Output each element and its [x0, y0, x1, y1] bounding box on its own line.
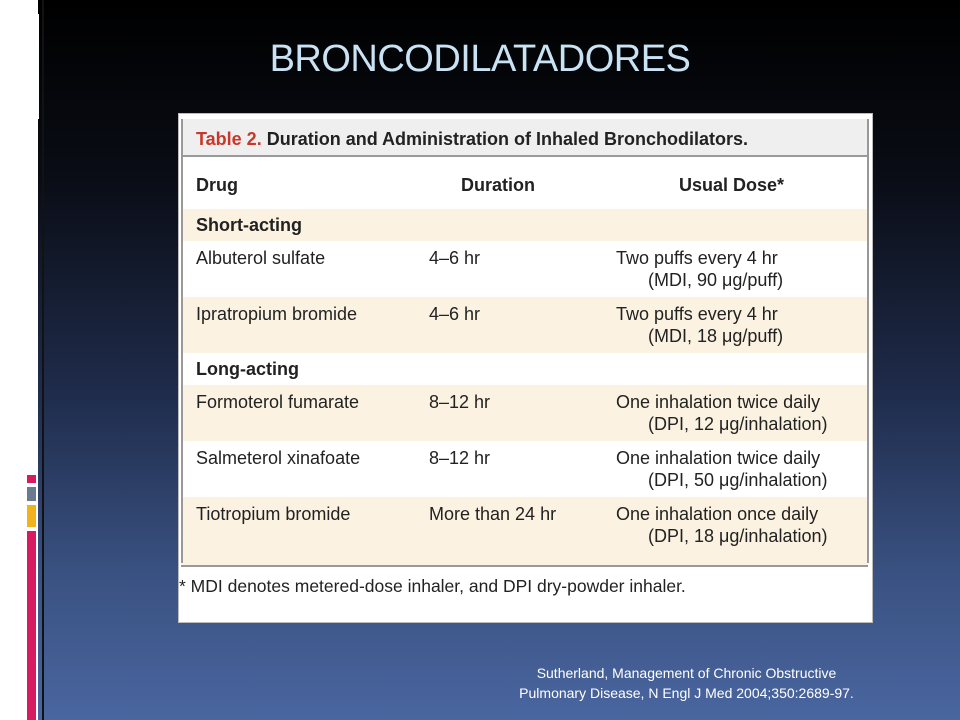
table-title-text: Duration and Administration of Inhaled Bronchodilators.	[261, 129, 749, 149]
duration-cell: 4–6 hr	[429, 248, 481, 268]
accent-bar-pink	[27, 531, 36, 720]
dose-cell-line1: Two puffs every 4 hr	[616, 248, 778, 268]
accent-square-slate	[27, 487, 36, 501]
drug-cell: Albuterol sulfate	[196, 248, 326, 268]
dose-cell-line2: (MDI, 18 μg/puff)	[648, 326, 784, 346]
column-header-dose: Usual Dose*	[679, 175, 785, 195]
slide-title: BRONCODILATADORES	[269, 38, 691, 80]
table-bottom-rule	[181, 565, 868, 567]
table-image-card	[178, 113, 873, 623]
drug-cell: Salmeterol xinafoate	[196, 448, 361, 468]
dose-cell-line2: (DPI, 50 μg/inhalation)	[648, 470, 828, 490]
accent-square-gold	[27, 505, 36, 527]
duration-cell: 8–12 hr	[429, 392, 491, 412]
table-number: Table 2.	[196, 129, 262, 149]
duration-cell: 4–6 hr	[429, 304, 481, 324]
table-left-rule	[181, 119, 183, 563]
dose-cell-line2: (MDI, 90 μg/puff)	[648, 270, 784, 290]
table-row	[181, 497, 868, 565]
duration-cell: 8–12 hr	[429, 448, 491, 468]
dose-cell-line1: One inhalation twice daily	[616, 392, 821, 412]
section-row-short-acting	[181, 209, 868, 241]
table-row	[181, 385, 868, 441]
citation-line1: Sutherland, Management of Chronic Obstructive	[536, 665, 837, 681]
column-header-drug: Drug	[196, 175, 238, 195]
dose-cell-line1: One inhalation once daily	[616, 504, 819, 524]
table-title-row	[181, 119, 868, 157]
table-row	[181, 441, 868, 497]
citation	[480, 663, 893, 703]
drug-cell: Ipratropium bromide	[196, 304, 358, 324]
dose-cell-line2: (DPI, 18 μg/inhalation)	[648, 526, 828, 546]
drug-cell: Formoterol fumarate	[196, 392, 360, 412]
table-row	[181, 297, 868, 353]
dose-cell-line2: (DPI, 12 μg/inhalation)	[648, 414, 828, 434]
accent-square-pink	[27, 475, 36, 483]
duration-cell: More than 24 hr	[429, 504, 557, 524]
table-title	[196, 129, 748, 150]
left-edge-line	[42, 0, 44, 720]
section-label: Long-acting	[196, 359, 299, 379]
dose-cell-line1: One inhalation twice daily	[616, 448, 821, 468]
section-label: Short-acting	[196, 215, 302, 235]
table-header-row	[181, 157, 868, 207]
table-row	[181, 241, 868, 296]
table-footnote: * MDI denotes metered-dose inhaler, and DPI dry-powder inhaler.	[179, 576, 686, 596]
drug-cell: Tiotropium bromide	[196, 504, 351, 524]
column-header-duration: Duration	[461, 175, 535, 195]
dose-cell-line1: Two puffs every 4 hr	[616, 304, 778, 324]
section-row-long-acting	[181, 353, 868, 385]
table-right-rule	[867, 119, 869, 563]
citation-line2: Pulmonary Disease, N Engl J Med 2004;350:2689-97.	[519, 685, 854, 701]
